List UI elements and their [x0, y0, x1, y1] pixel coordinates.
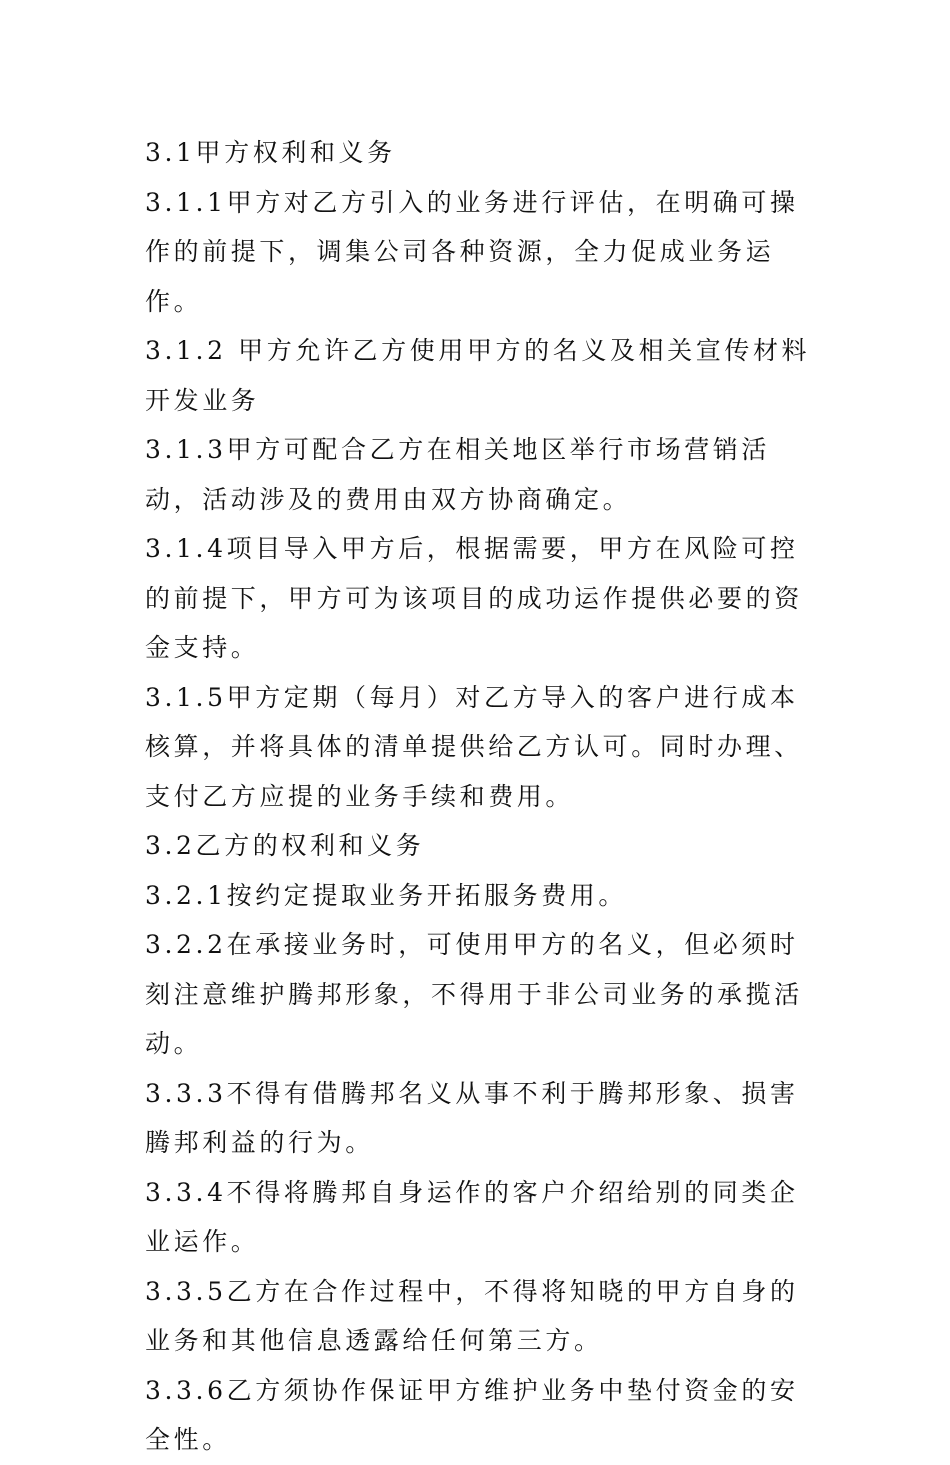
clause-3-3-3: 3.3.3不得有借腾邦名义从事不利于腾邦形象、损害腾邦利益的行为。 [145, 1078, 799, 1157]
document-body [145, 128, 825, 1465]
clause-3-1-1: 3.1.1甲方对乙方引入的业务进行评估，在明确可操作的前提下，调集公司各种资源，全力促成业务运作。 [145, 187, 799, 316]
clause-3-1-5: 3.1.5甲方定期（每月）对乙方导入的客户进行成本核算，并将具体的清单提供给乙方认可。同时办理、支付乙方应提的业务手续和费用。 [145, 682, 803, 811]
section-heading-3-2: 3.2乙方的权利和义务 [145, 831, 425, 860]
clause-3-2-1: 3.2.1按约定提取业务开拓服务费用。 [145, 880, 628, 910]
section-heading-3-1: 3.1甲方权利和义务 [145, 138, 396, 167]
clause-3-1-2: 3.1.2 甲方允许乙方使用甲方的名义及相关宣传材料开发业务 [145, 336, 811, 415]
clause-3-1-3: 3.1.3甲方可配合乙方在相关地区举行市场营销活动，活动涉及的费用由双方协商确定。 [145, 435, 771, 514]
clause-3-3-6: 3.3.6乙方须协作保证甲方维护业务中垫付资金的安全性。 [145, 1375, 799, 1454]
clause-3-3-5: 3.3.5乙方在合作过程中，不得将知晓的甲方自身的业务和其他信息透露给任何第三方。 [145, 1276, 799, 1355]
clause-3-2-2: 3.2.2在承接业务时，可使用甲方的名义，但必须时刻注意维护腾邦形象，不得用于非公司业务的承揽活动。 [145, 930, 803, 1058]
clause-3-3-4: 3.3.4不得将腾邦自身运作的客户介绍给别的同类企业运作。 [145, 1177, 799, 1256]
clause-3-1-4: 3.1.4项目导入甲方后，根据需要，甲方在风险可控的前提下，甲方可为该项目的成功运作提供必要的资金支持。 [145, 534, 803, 662]
